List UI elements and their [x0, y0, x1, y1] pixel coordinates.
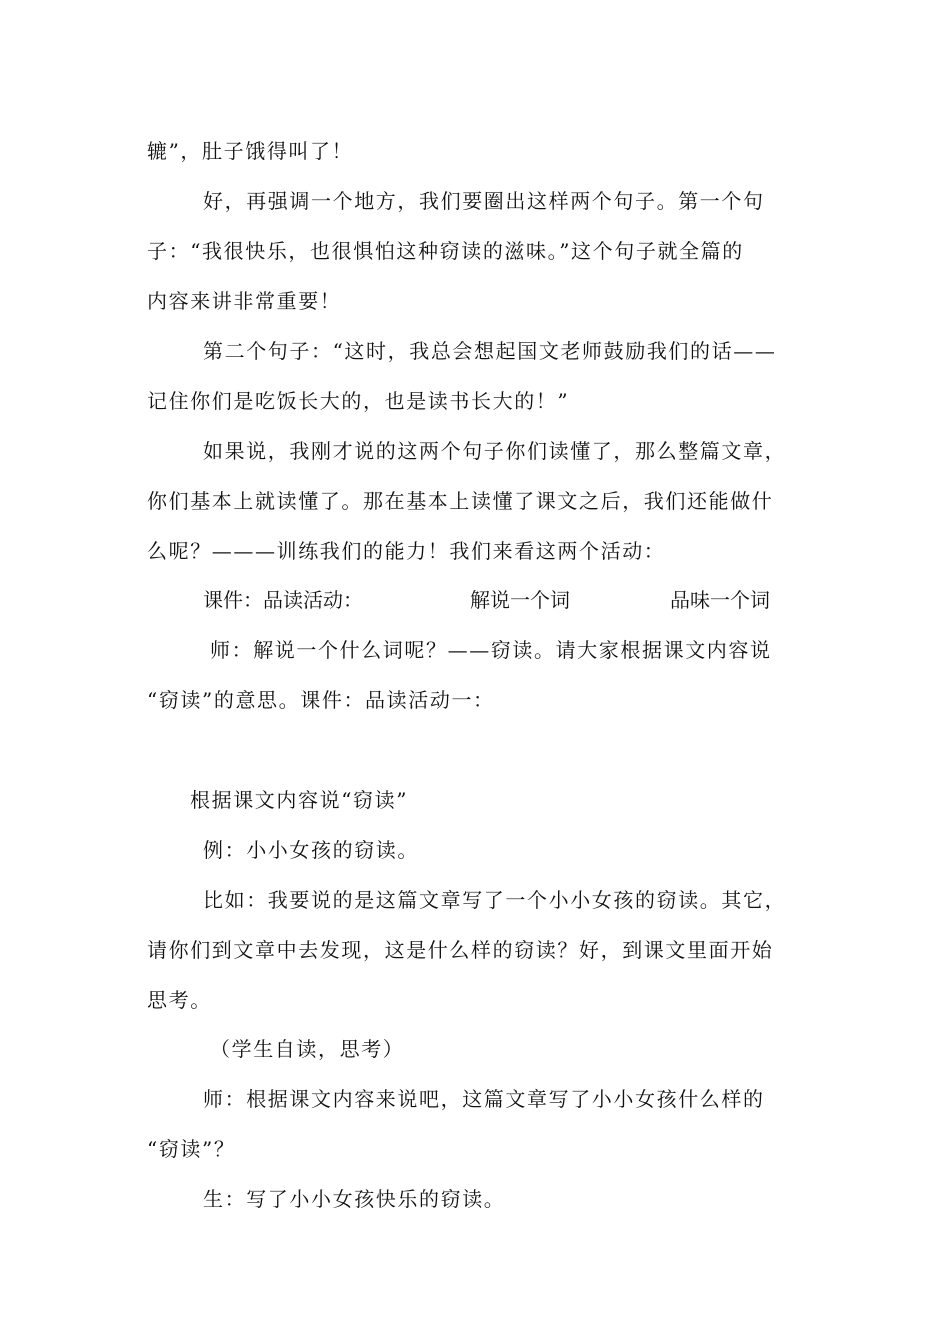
paragraph-line: 例：小小女孩的窃读。: [203, 838, 419, 862]
paragraph-line: 生：写了小小女孩快乐的窃读。: [203, 1187, 506, 1211]
paragraph-line: 好，再强调一个地方，我们要圈出这样两个句子。第一个句: [203, 189, 765, 213]
paragraph-line: “窃读”的意思。课件：品读活动一：: [147, 688, 495, 712]
activity-item-explain: 解说一个词: [470, 588, 570, 612]
paragraph-line: 师：解说一个什么词呢？——窃读。请大家根据课文内容说: [210, 638, 772, 662]
paragraph-line: 比如：我要说的是这篇文章写了一个小小女孩的窃读。其它，: [203, 888, 787, 912]
paragraph-line: 内容来讲非常重要！: [147, 289, 342, 313]
activities-label: 课件：品读活动：: [203, 588, 363, 612]
paragraph-line: 么呢？———训练我们的能力！我们来看这两个活动：: [147, 539, 666, 563]
paragraph-line: 辘”，肚子饿得叫了！: [147, 139, 354, 163]
paragraph-line: （学生自读，思考）: [210, 1037, 405, 1061]
paragraph-line: 思考。: [147, 988, 212, 1012]
paragraph-line: 请你们到文章中去发现，这是什么样的窃读？好，到课文里面开始: [147, 938, 774, 962]
paragraph-line: 你们基本上就读懂了。那在基本上读懂了课文之后，我们还能做什: [147, 489, 774, 513]
paragraph-line: “窃读”？: [147, 1137, 236, 1161]
paragraph-line: 记住你们是吃饭长大的，也是读书长大的！”: [147, 389, 570, 413]
paragraph-line: 子：“我很快乐，也很惧怕这种窃读的滋味。”这个句子就全篇的: [147, 239, 744, 263]
section-heading: 根据课文内容说“窃读”: [190, 788, 409, 812]
paragraph-line: 第二个句子：“这时，我总会想起国文老师鼓励我们的话——: [203, 339, 777, 363]
activity-item-savor: 品味一个词: [670, 588, 770, 612]
paragraph-line: 师：根据课文内容来说吧，这篇文章写了小小女孩什么样的: [203, 1087, 765, 1111]
paragraph-line: 如果说，我刚才说的这两个句子你们读懂了，那么整篇文章，: [203, 439, 787, 463]
